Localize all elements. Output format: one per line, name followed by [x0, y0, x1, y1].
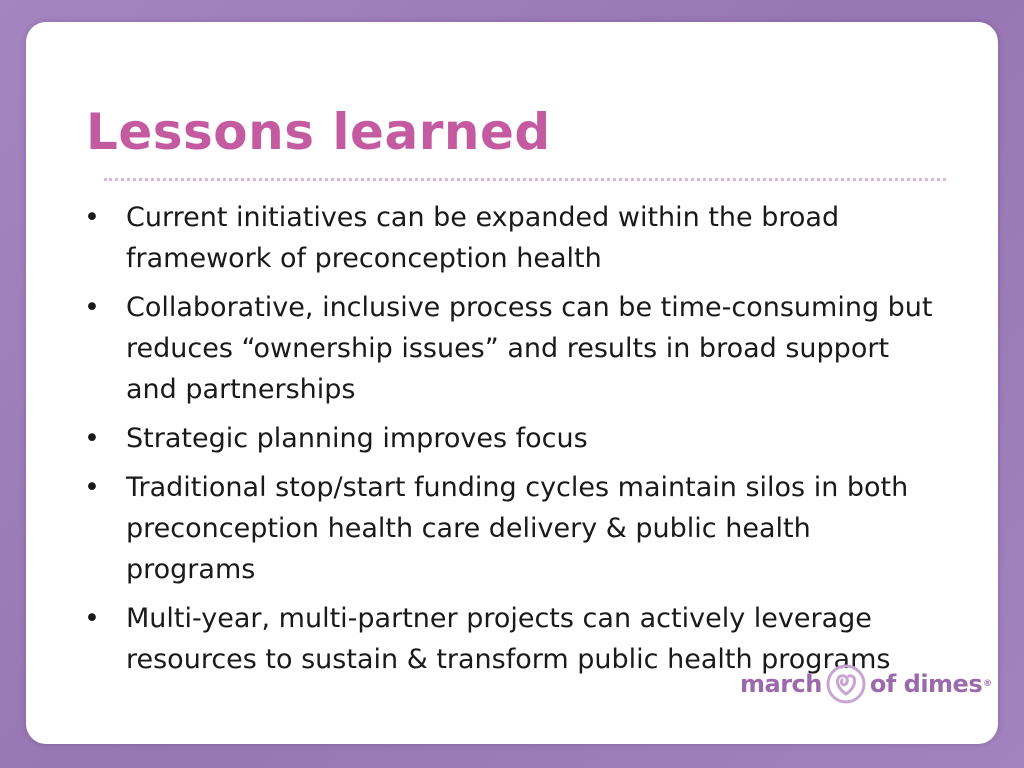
bullet-item	[84, 418, 944, 459]
bullet-icon: •	[84, 603, 100, 634]
march-of-dimes-logo	[740, 662, 992, 706]
bullet-item	[84, 197, 944, 279]
logo-text-march: march	[740, 670, 822, 698]
bullet-text: Traditional stop/start funding cycles maintain silos in both preconception health care delivery & public health programs	[126, 472, 909, 585]
title-divider	[104, 178, 946, 181]
bullet-icon: •	[84, 202, 100, 233]
slide-title: Lessons learned	[86, 103, 551, 161]
bullet-item	[84, 287, 944, 410]
bullet-text: Strategic planning improves focus	[126, 423, 588, 454]
bullet-icon: •	[84, 472, 100, 503]
heart-swirl-icon	[824, 662, 868, 706]
bullet-text: Multi-year, multi-partner projects can actively leverage resources to sustain & transform public health programs	[126, 603, 891, 675]
bullet-icon: •	[84, 423, 100, 454]
logo-text-of-dimes: of dimes	[869, 670, 983, 698]
bullet-icon: •	[84, 292, 100, 323]
bullet-list	[84, 197, 944, 688]
registered-mark: ®	[983, 679, 992, 689]
bullet-item	[84, 467, 944, 590]
bullet-text: Current initiatives can be expanded within the broad framework of preconception health	[126, 202, 840, 274]
bullet-text: Collaborative, inclusive process can be time-consuming but reduces “ownership issues” and results in broad support and partnerships	[126, 292, 933, 405]
